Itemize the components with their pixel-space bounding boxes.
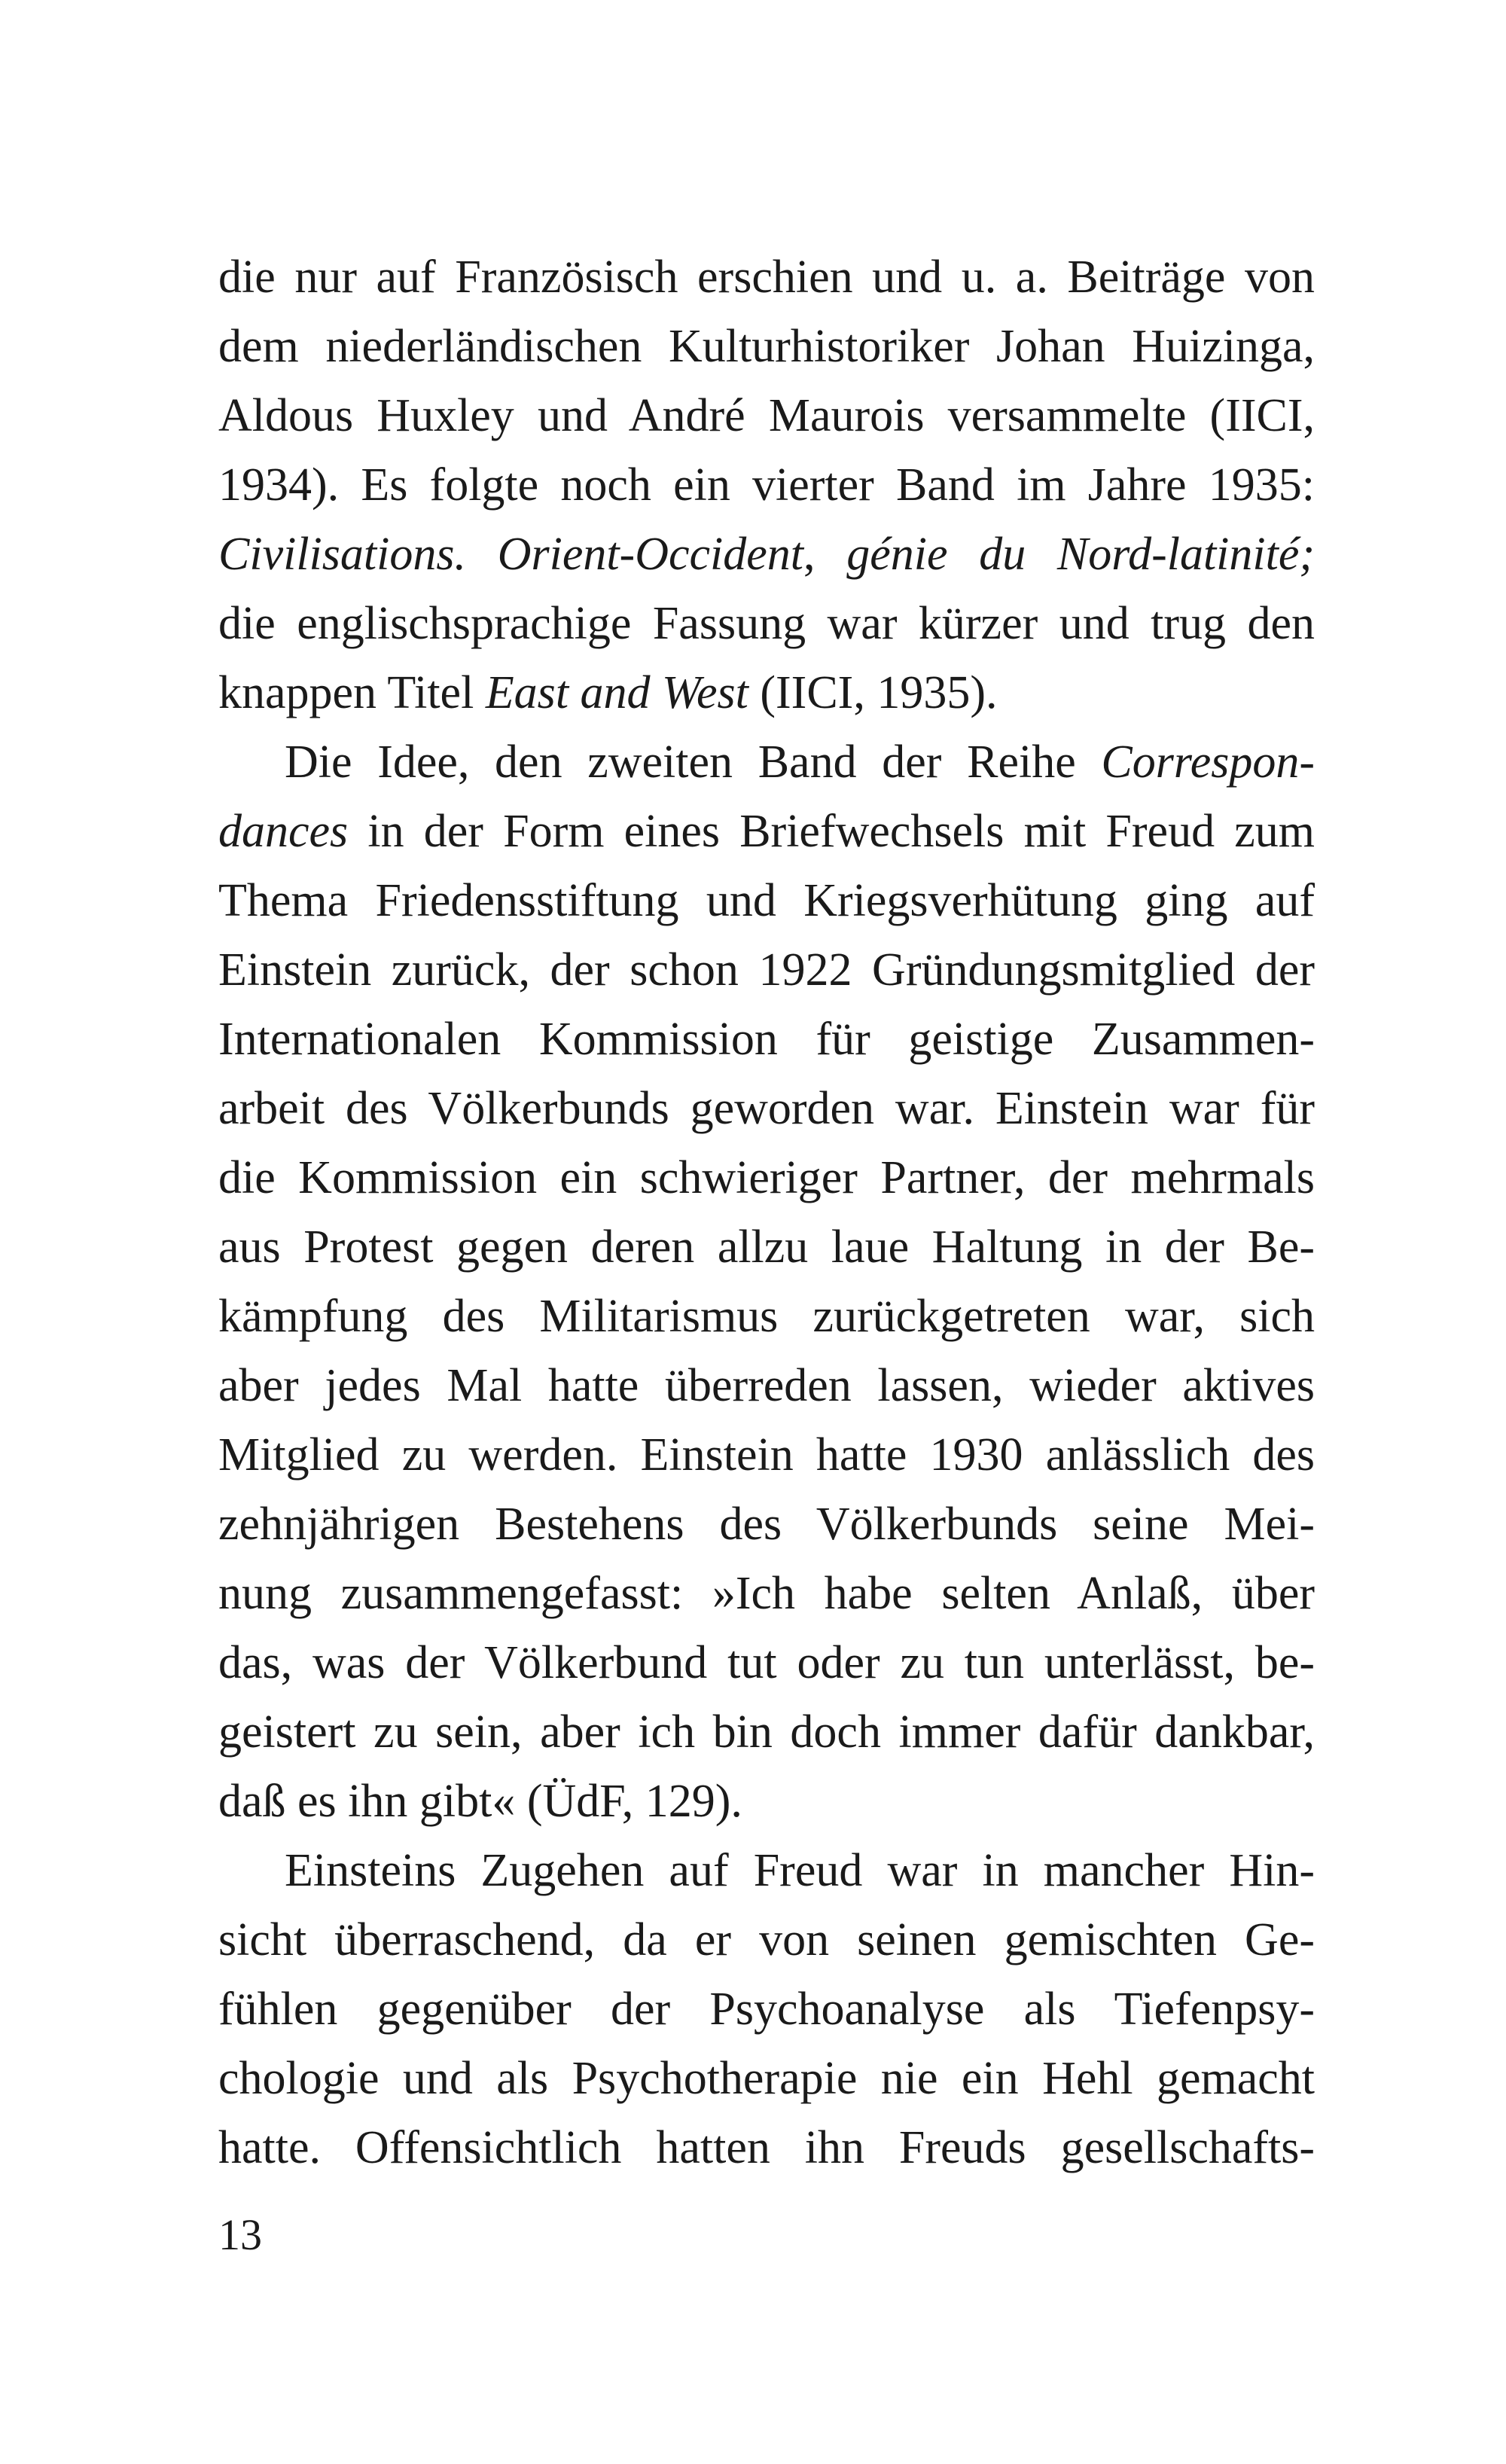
italic-text: dances: [218, 806, 349, 857]
text-line: [218, 1074, 1315, 1143]
text-line: [218, 1005, 1315, 1074]
text-run: Die Idee, den zweiten Band der Reihe: [285, 736, 1102, 788]
text-run: nung zusammengefasst: »Ich habe selten Anlaß, über: [218, 1568, 1315, 1619]
text-run: 1934). Es folgte noch ein vierter Band im Jahre 1935:: [218, 459, 1315, 511]
text-run: Internationalen Kommission für geistige Zusammen-: [218, 1014, 1315, 1065]
text-line: [218, 1559, 1315, 1628]
italic-text: Correspon-: [1101, 736, 1315, 788]
text-run: (IICI, 1935).: [748, 667, 998, 718]
text-line: [218, 520, 1315, 589]
text-line: [218, 727, 1315, 797]
text-run: zehnjährigen Bestehens des Völkerbunds seine Mei-: [218, 1499, 1315, 1550]
text-line: [218, 450, 1315, 520]
text-run: geistert zu sein, aber ich bin doch immer dafür dankbar,: [218, 1706, 1315, 1758]
italic-text: Civilisations. Orient-Occident: [218, 529, 803, 580]
text-run: Thema Friedensstiftung und Kriegsverhütung ging auf: [218, 875, 1315, 926]
text-run: chologie und als Psychotherapie nie ein Hehl gemacht: [218, 2053, 1315, 2104]
text-line: [218, 797, 1315, 866]
text-line: [218, 1212, 1315, 1282]
page-number: 13: [218, 2210, 262, 2259]
text-line: [218, 1420, 1315, 1490]
text-run: arbeit des Völkerbunds geworden war. Einstein war für: [218, 1083, 1315, 1134]
text-run: aber jedes Mal hatte überreden lassen, wieder aktives: [218, 1360, 1315, 1411]
text-line: [218, 1351, 1315, 1420]
text-line: [218, 1628, 1315, 1697]
text-line: [218, 1836, 1315, 1905]
text-run: knappen Titel: [218, 667, 486, 718]
italic-text: East and West: [485, 667, 748, 718]
text-line: [218, 658, 1315, 727]
text-run: ,: [803, 529, 847, 580]
text-run: Einstein zurück, der schon 1922 Gründungsmitglied der: [218, 944, 1315, 996]
text-line: [218, 589, 1315, 658]
text-line: [218, 2044, 1315, 2113]
italic-text: génie du Nord-latinité;: [846, 529, 1315, 580]
text-line: [218, 1905, 1315, 1975]
text-run: hatte. Offensichtlich hatten ihn Freuds gesellschafts-: [218, 2122, 1315, 2173]
text-line: [218, 1490, 1315, 1559]
text-run: Mitglied zu werden. Einstein hatte 1930 anlässlich des: [218, 1429, 1315, 1481]
text-run: dem niederländischen Kulturhistoriker Johan Huizinga,: [218, 321, 1315, 372]
text-line: [218, 381, 1315, 450]
text-line: [218, 935, 1315, 1005]
text-run: das, was der Völkerbund tut oder zu tun unterlässt, be-: [218, 1637, 1315, 1688]
text-run: die nur auf Französisch erschien und u. a. Beiträge von: [218, 252, 1315, 303]
text-line: [218, 866, 1315, 935]
text-run: aus Protest gegen deren allzu laue Haltung in der Be-: [218, 1221, 1315, 1273]
text-run: daß es ihn gibt« (ÜdF, 129).: [218, 1776, 742, 1827]
text-line: [218, 2113, 1315, 2182]
text-run: Einsteins Zugehen auf Freud war in mancher Hin-: [285, 1845, 1315, 1896]
text-run: fühlen gegenüber der Psychoanalyse als Tiefenpsy-: [218, 1984, 1315, 2035]
text-line: [218, 1282, 1315, 1351]
text-line: [218, 312, 1315, 381]
text-run: die Kommission ein schwieriger Partner, der mehrmals: [218, 1152, 1315, 1203]
text-run: kämpfung des Militarismus zurückgetreten war, sich: [218, 1291, 1315, 1342]
text-run: sicht überraschend, da er von seinen gemischten Ge-: [218, 1914, 1315, 1965]
text-line: [218, 1697, 1315, 1767]
text-run: Aldous Huxley und André Maurois versammelte (IICI,: [218, 390, 1315, 441]
text-run: in der Form eines Briefwechsels mit Freud zum: [348, 806, 1315, 857]
text-line: [218, 1767, 1315, 1836]
text-line: [218, 1143, 1315, 1212]
text-line: [218, 1975, 1315, 2044]
body-text: [218, 242, 1315, 2182]
text-run: die englischsprachige Fassung war kürzer und trug den: [218, 598, 1315, 649]
text-line: [218, 242, 1315, 312]
